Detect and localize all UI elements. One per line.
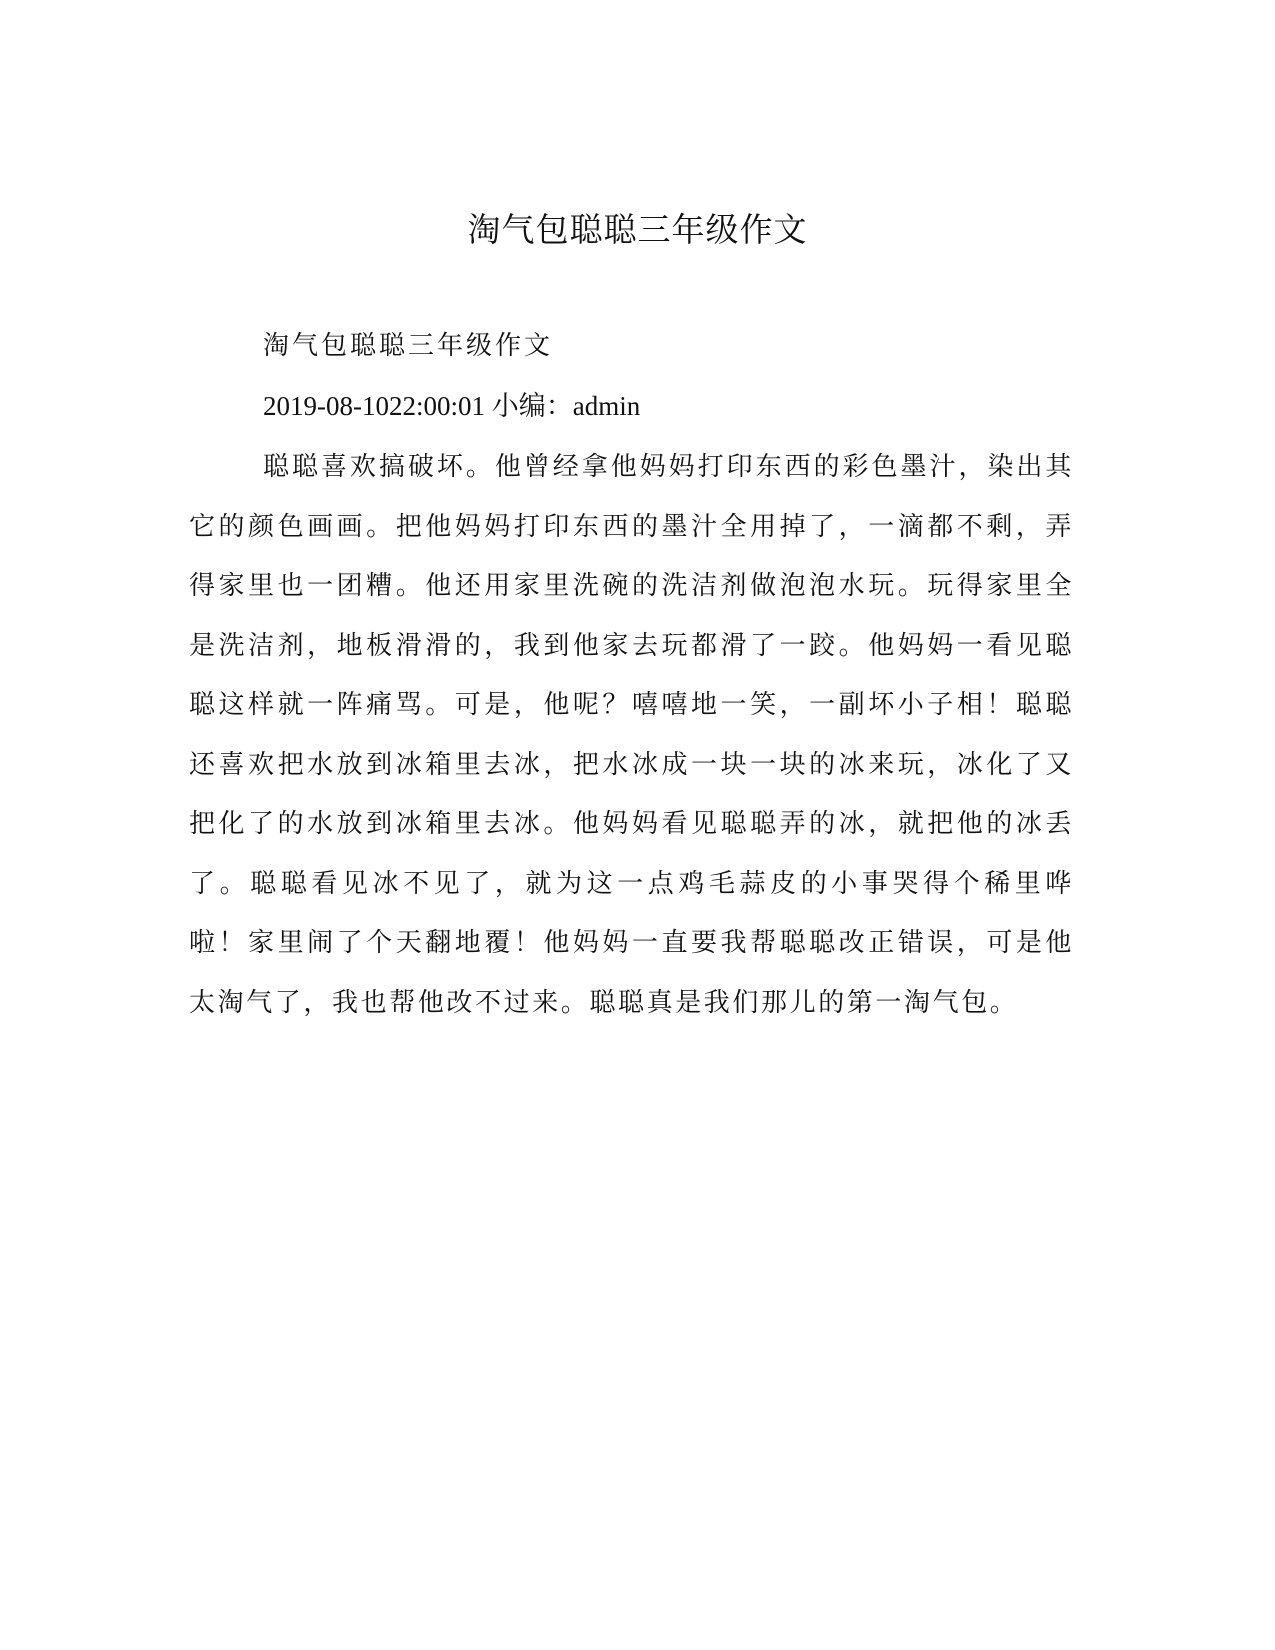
- page-title: 淘气包聪聪三年级作文: [467, 210, 808, 249]
- document-subtitle: 淘气包聪聪三年级作文: [263, 331, 554, 361]
- publish-meta: 2019-08-1022:00:01 小编：admin: [263, 391, 641, 421]
- essay-paragraph: 聪聪喜欢搞破坏。他曾经拿他妈妈打印东西的彩色墨汁，染出其它的颜色画画。把他妈妈打印东西的墨汁全用掉了，一滴都不剩，弄得家里也一团糟。他还用家里洗碗的洗洁剂做泡泡水玩。玩得家里全是洗洁剂，地板滑滑的，我到他家去玩都滑了一跤。他妈妈一看见聪聪这样就一阵痛骂。可是，他呢？嘻嘻地一笑，一副坏小子相！聪聪还喜欢把水放到冰箱里去冰，把水冰成一块一块的冰来玩，冰化了又把化了的水放到冰箱里去冰。他妈妈看见聪聪弄的冰，就把他的冰丢了。聪聪看见冰不见了，就为这一点鸡毛蒜皮的小事哭得个稀里哗啦！家里闹了个天翻地覆！他妈妈一直要我帮聪聪改正错误，可是他太淘气了，我也帮他改不过来。聪聪真是我们那儿的第一淘气包。: [189, 452, 1074, 1018]
- document-body: [189, 326, 1074, 1033]
